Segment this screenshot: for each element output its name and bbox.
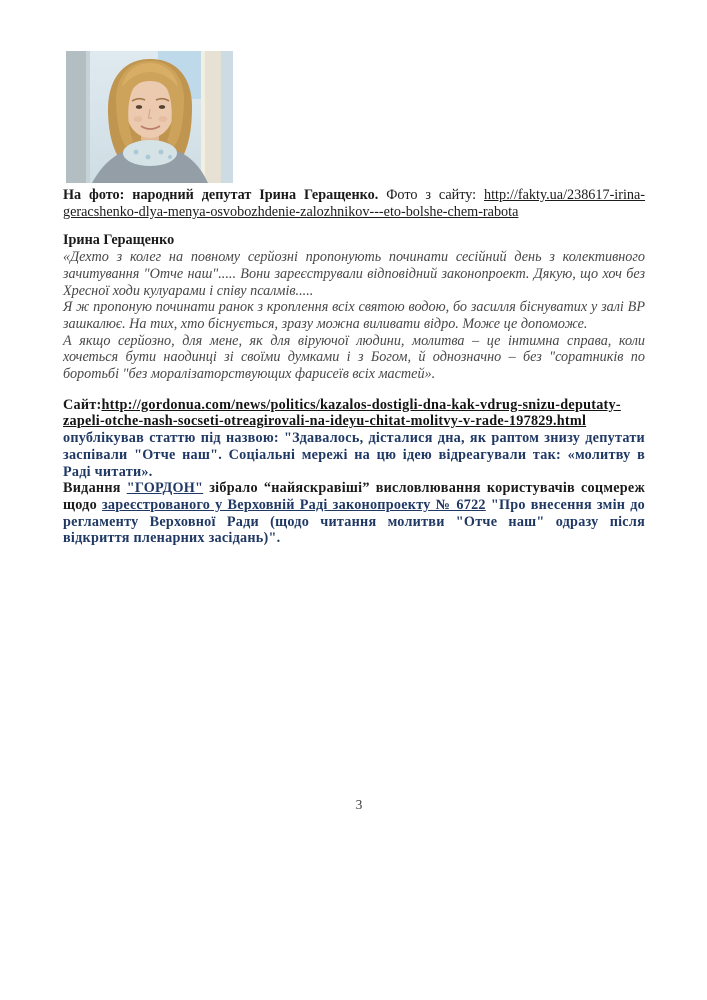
quote-block: [63, 249, 645, 383]
site-blue-text: опублікував статтю під назвою: "Здавалось, дісталися дна, як раптом знизу депутати заспівали "Отче наш". Соціальні мережі на цю ідею відреагували так: «молитву в Раді читати».: [63, 430, 645, 480]
gordon-paragraph: [63, 480, 645, 547]
site-label: Сайт:: [63, 396, 102, 413]
fakty-url-link[interactable]: http://fakty.ua/238617-irina-geracshenko-dlya-menya-osvobozhdenie-zalozhnikov---eto-bolshe-chem-rabota: [63, 187, 646, 220]
document-content: [63, 51, 645, 547]
quote-paragraph-2: Я ж пропоную починати ранок з кроплення всіх святою водою, бо засилля біснуватих у залі ВР зашкалює. На тих, хто біснується, зразу можна виливати відро. Може це допоможе.: [63, 299, 645, 332]
gordon-site-link[interactable]: "ГОРДОН": [126, 480, 204, 497]
photo-caption: [63, 187, 645, 220]
page-number: 3: [355, 797, 363, 812]
portrait-photo-illustration: [66, 51, 233, 183]
quote-paragraph-3: А якщо серйозно, для мене, як для віруючої людини, молитва – це інтимна справа, коли хочеться бути наодинці зі своїми думками і з Богом, й однозначно – без "соратників по боротьбі "без моралізаторствующих фарисеїв всіх мастей».: [63, 332, 645, 383]
gordon-prefix-text: Видання: [63, 480, 121, 497]
gordonua-url-link[interactable]: http://gordonua.com/news/politics/kazalos-dostigli-dna-kak-vdrug-snizu-deputaty-zapeli-otche-nash-socseti-otreagirovali-na-ideyu-chitat-molitvy-v-rade-197829.html: [63, 396, 621, 430]
quote-paragraph-1: «Дехто з колег на повному серйозні пропонують починати сесійний день з колективного зачитування "Отче наш"..... Вони зареєстрували відповідний законопроект. Дякую, що хоч без Хресної ходи кулуарами і співу псалмів.....: [63, 249, 645, 299]
gordon-middle-text: зібрало “найяскравіші” висловлювання користувачів соцмереж щодо: [63, 480, 646, 513]
portrait-photo: [66, 51, 233, 183]
caption-bold-text: На фото: народний депутат Ірина Геращенко.: [63, 187, 379, 203]
bill-6722-link[interactable]: зареєстрованого у Верховній Раді законопроекту № 6722: [101, 496, 486, 513]
author-heading: Ірина Геращенко: [63, 232, 175, 249]
gordon-blue-text: "Про внесення змін до регламенту Верховної Ради (щодо читання молитви "Отче наш" одразу після відкриття пленарних засідань)".: [63, 496, 646, 547]
site-paragraph: [63, 397, 645, 481]
caption-plain-text: Фото з сайту:: [386, 187, 477, 203]
